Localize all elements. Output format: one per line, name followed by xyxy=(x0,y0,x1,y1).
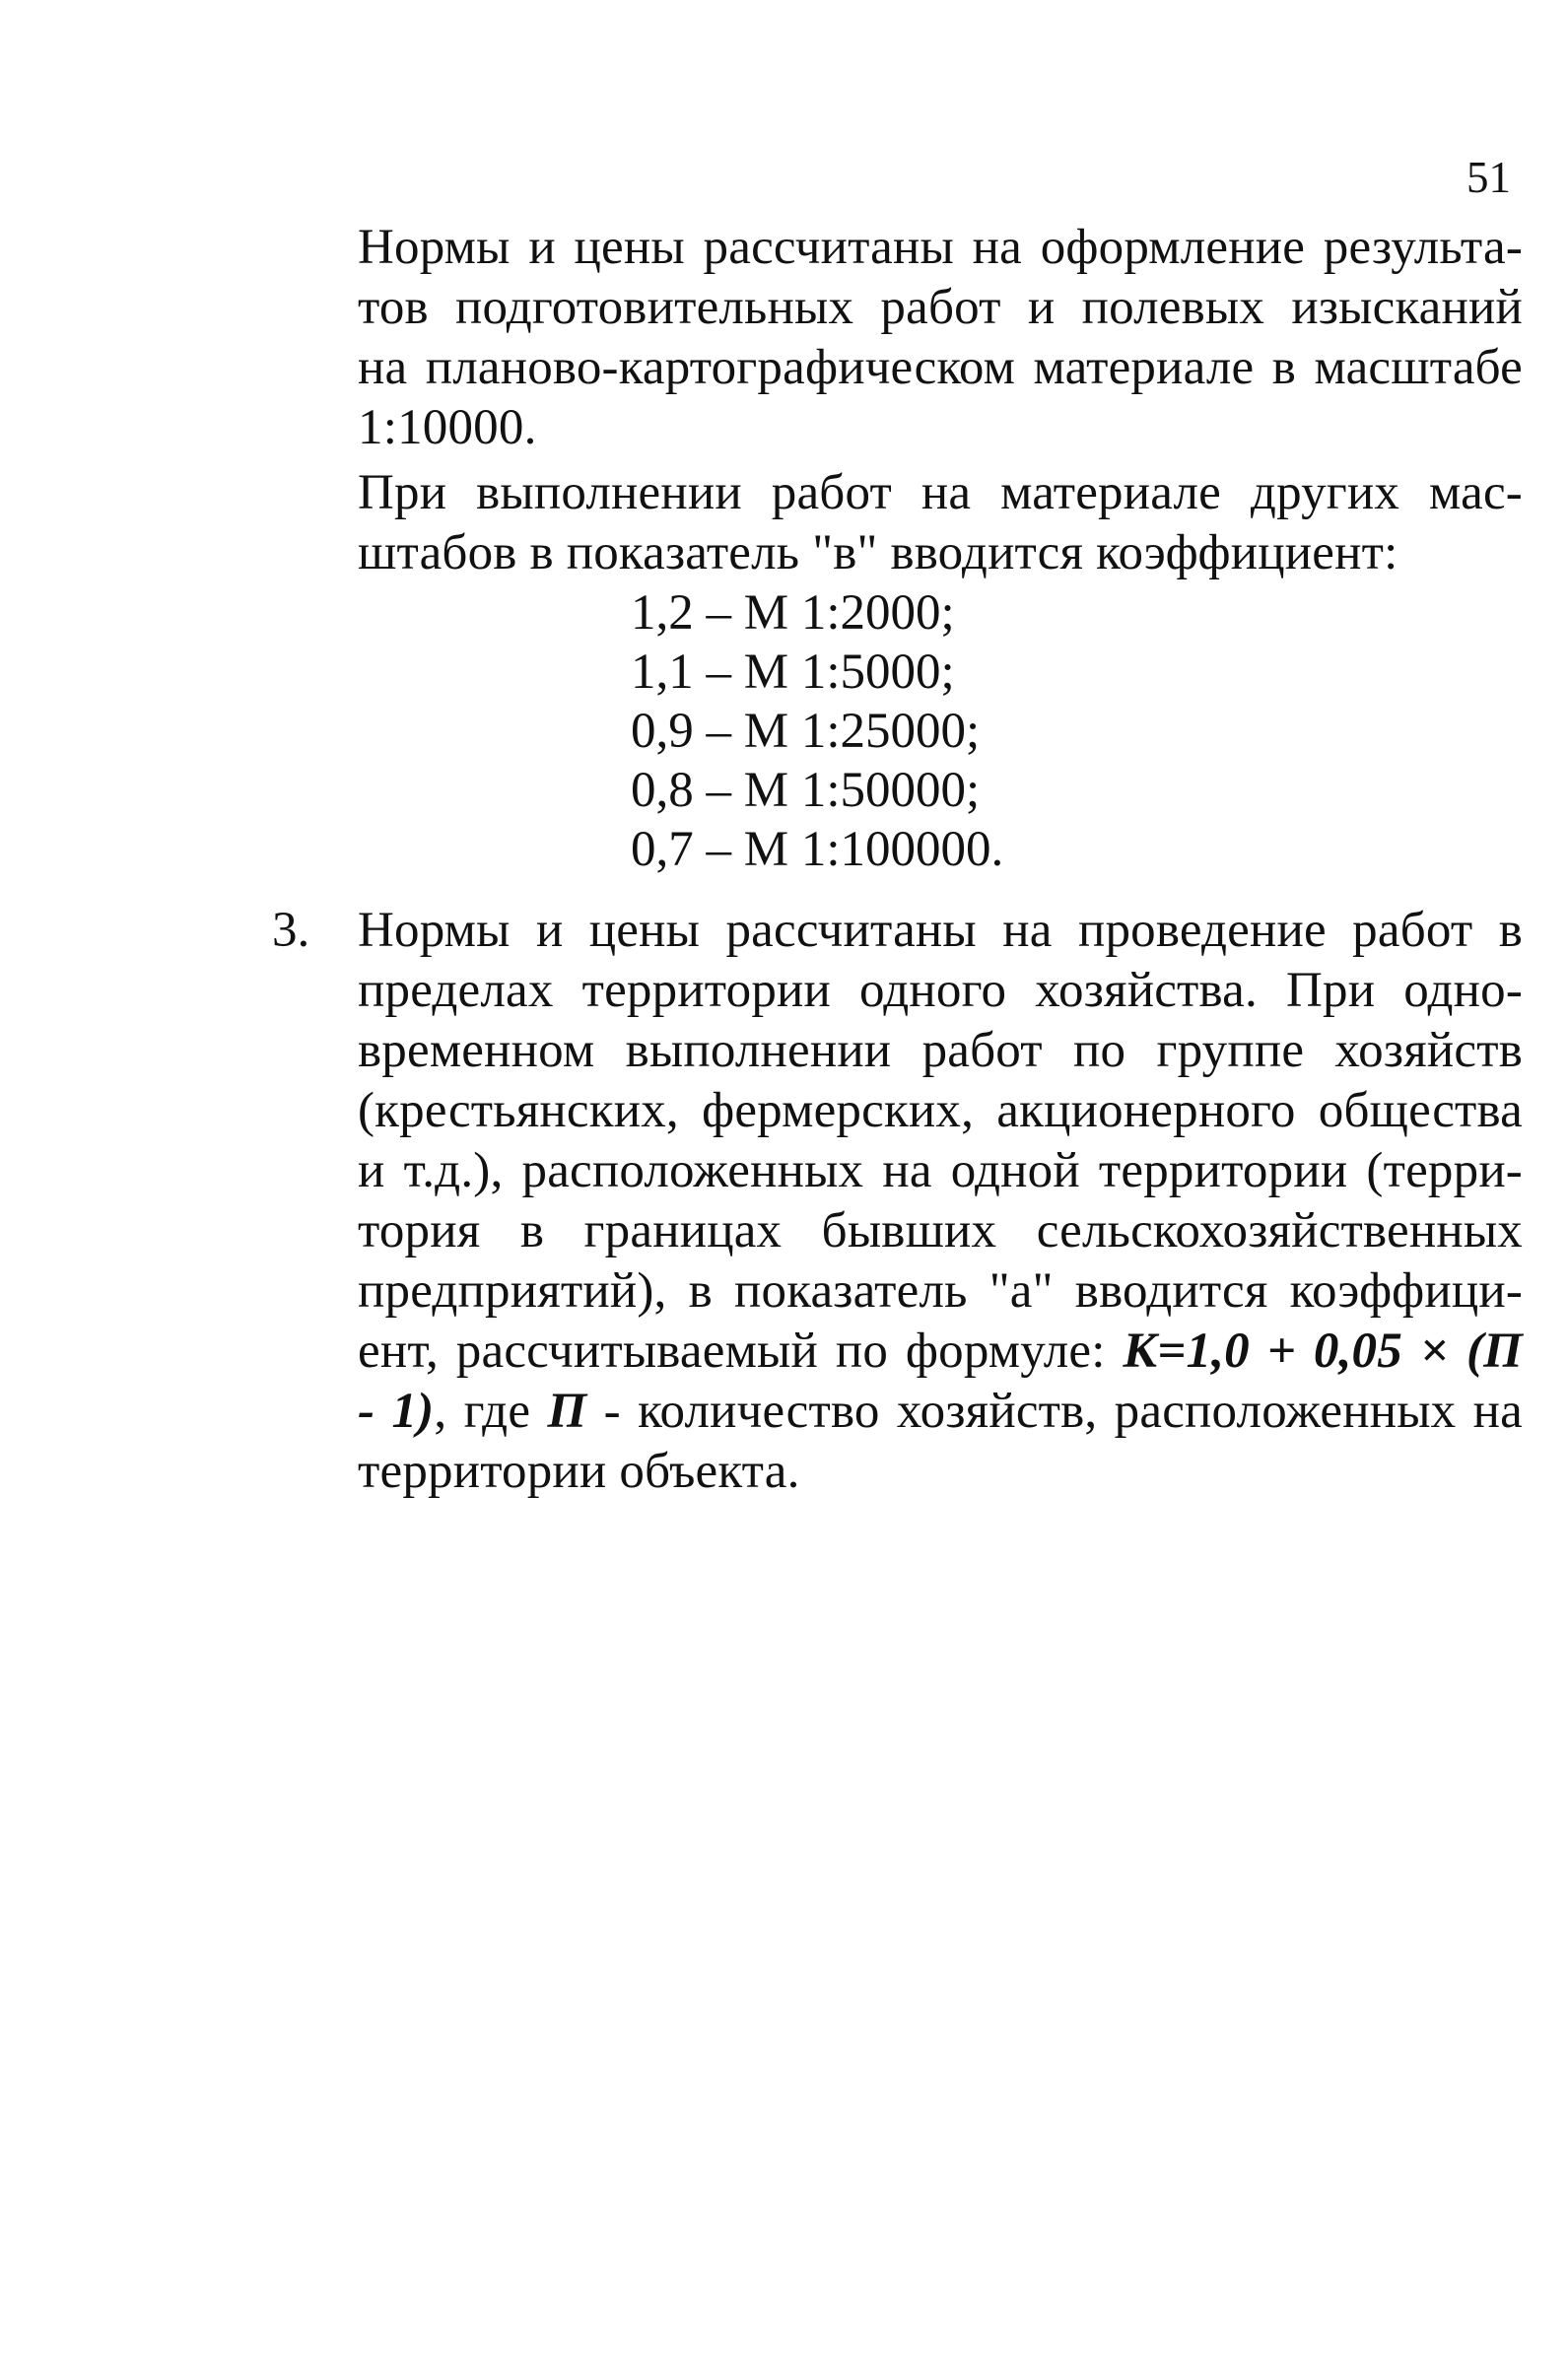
formula-symbol: П xyxy=(547,1384,587,1439)
formula-continuation-line xyxy=(358,1382,1523,1442)
formula-line xyxy=(358,1322,1523,1382)
text-line: При выполнении работ на материале других мас- xyxy=(358,465,1523,520)
text-line: и т.д.), расположенных на одной территории (терри- xyxy=(358,1143,1523,1198)
item-number: 3. xyxy=(272,903,310,958)
text-line: штабов в показатель "в" вводится коэффициент: xyxy=(358,525,1398,580)
formula-follow-text: , где xyxy=(434,1384,531,1439)
coefficient-list xyxy=(631,583,1003,879)
text-line: на планово-картографическом материале в масштабе xyxy=(358,340,1523,395)
text-line: 1:10000. xyxy=(358,400,537,455)
text-line: Нормы и цены рассчитаны на проведение работ в xyxy=(358,903,1523,958)
list-item: 1,2 – М 1:2000; xyxy=(631,585,955,641)
paragraph-item-3 xyxy=(358,901,1523,1502)
text-line: предприятий), в показатель "а" вводится коэффици- xyxy=(358,1263,1523,1319)
text-line: тория в границах бывших сельскохозяйственных xyxy=(358,1203,1523,1258)
list-item: 0,8 – М 1:50000; xyxy=(631,763,981,818)
paragraph-other-scales xyxy=(358,463,1523,583)
page-number: 51 xyxy=(1466,153,1511,202)
text-line: временном выполнении работ по группе хозяйств xyxy=(358,1023,1523,1078)
paragraph-scale-note xyxy=(358,218,1523,458)
symbol-definition: - количество хозяйств, расположенных на xyxy=(586,1384,1524,1439)
text-line: Нормы и цены рассчитаны на оформление результа- xyxy=(358,220,1523,275)
list-item: 0,9 – М 1:25000; xyxy=(631,704,981,759)
text-line: пределах территории одного хозяйства. При одно- xyxy=(358,963,1523,1018)
list-item: 0,7 – М 1:100000. xyxy=(631,822,1004,877)
list-item: 1,1 – М 1:5000; xyxy=(631,645,955,700)
formula: К=1,0 + 0,05 × (П xyxy=(1123,1324,1523,1379)
text-line: (крестьянских, фермерских, акционерного общества xyxy=(358,1083,1523,1138)
formula-end: - 1) xyxy=(358,1384,435,1439)
text-line: тов подготовительных работ и полевых изысканий xyxy=(358,280,1523,335)
text-line: территории объекта. xyxy=(358,1444,800,1499)
formula-lead-text: ент, рассчитываемый по формуле: xyxy=(358,1324,1106,1379)
